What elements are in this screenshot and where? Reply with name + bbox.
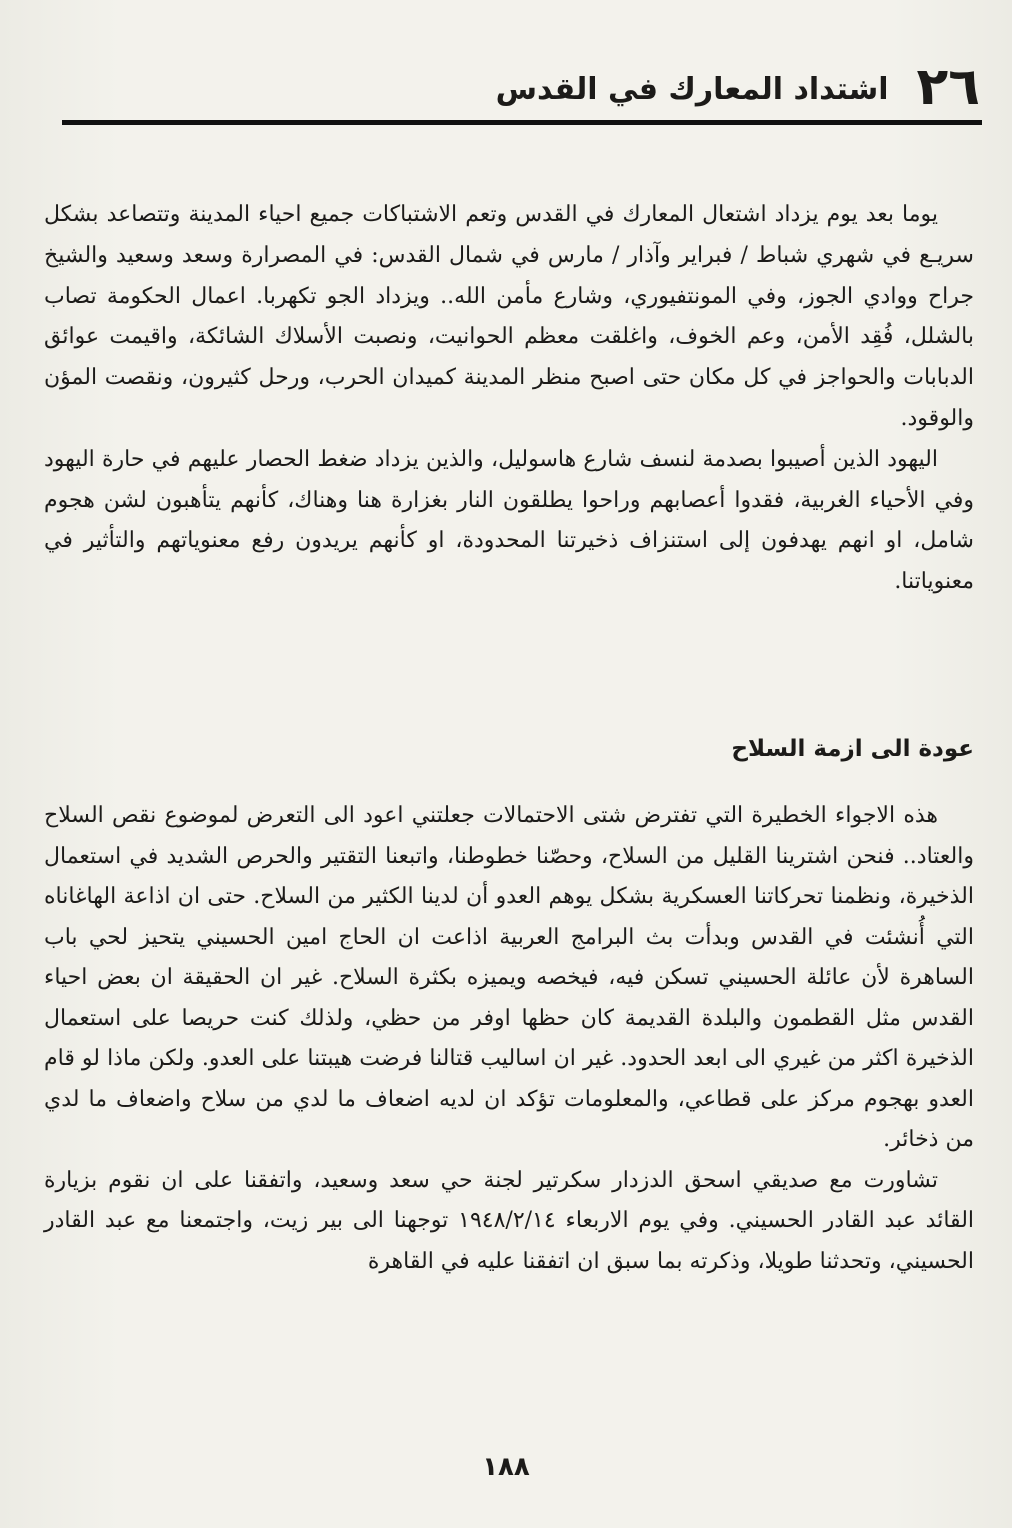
paragraph: اليهود الذين أصيبوا بصدمة لنسف شارع هاسوليل، والذين يزداد ضغط الحصار عليهم في حارة اليهود وفي الأحياء الغربية، فقدوا أعصابهم وراحوا يطلقون النار بغزارة هنا وهناك، كأنهم يتأهبون لشن هجوم شامل، او انهم يهدفون إلى استنزاف ذخيرتنا المحدودة، او كأنهم يريدون رفع معنوياتهم والتأثير في معنوياتنا.: [44, 446, 974, 595]
chapter-number: ٢٦: [916, 57, 980, 117]
section-one-body: [44, 195, 974, 603]
paragraph: تشاورت مع صديقي اسحق الدزدار سكرتير لجنة حي سعد وسعيد، واتفقنا على ان نقوم بزيارة القائد عبد القادر الحسيني. وفي يوم الاربعاء ١٩٤٨/٢/١٤ توجهنا الى بير زيت، واجتمعنا مع عبد القادر الحسيني، وتحدثنا طويلا، وذكرته بما سبق ان اتفقنا عليه في القاهرة: [44, 1167, 975, 1274]
section-two-body: [44, 796, 974, 1282]
paragraph: يوما بعد يوم يزداد اشتعال المعارك في القدس وتعم الاشتباكات جميع احياء المدينة وتتصاعد بشكل سريـع في شهري شباط / فبراير وآذار / مارس في شمال القدس: في المصرارة وسعد وسعيد والشيخ جراح ووادي الجوز، وفي المونتفيوري، وشارع مأمن الله.. ويزداد الجو تكهربا. اعمال الحكومة تصاب بالشلل، فُقِد الأمن، وعم الخوف، واغلقت معظم الحوانيت، ونصبت الأسلاك الشائكة، واقيمت عوائق الدبابات والحواجز في كل مكان حتى اصبح منظر المدينة كميدان الحرب، ورحل كثيرون، ونقصت المؤن والوقود.: [44, 202, 974, 431]
section-heading: عودة الى ازمة السلاح: [731, 736, 974, 762]
chapter-title: اشتداد المعارك في القدس: [495, 72, 889, 107]
page-number: ١٨٨: [482, 1452, 530, 1482]
header-rule: [62, 120, 982, 125]
chapter-header: [50, 52, 980, 122]
paragraph: هذه الاجواء الخطيرة التي تفترض شتى الاحتمالات جعلتني اعود الى التعرض لموضوع نقص السلاح والعتاد.. فنحن اشترينا القليل من السلاح، وحصّنا خطوطنا، واتبعنا التقتير والحرص الشديد في استعمال الذخيرة، ونظمنا تحركاتنا العسكرية بشكل يوهم العدو أن لدينا الكثير من السلاح. حتى ان اذاعة الهاغاناه التي أُنشئت في القدس وبدأت بث البرامج العربية اذاعت ان الحاج امين الحسيني يتحيز لحي باب الساهرة لأن عائلة الحسيني تسكن فيه، فيخصه ويميزه بكثرة السلاح. غير ان الحقيقة ان بعض احياء القدس مثل القطمون والبلدة القديمة كان حظها اوفر من حظي، ولذلك كنت حريصا على استعمال الذخيرة اكثر من غيري الى ابعد الحدود. غير ان اساليب قتالنا فرضت هيبتنا على العدو. ولكن ماذا لو قام العدو بهجوم مركز على قطاعي، والمعلومات تؤكد ان لديه اضعاف ما لدي من سلاح واضعاف ما لدي من ذخائر.: [44, 803, 974, 1152]
